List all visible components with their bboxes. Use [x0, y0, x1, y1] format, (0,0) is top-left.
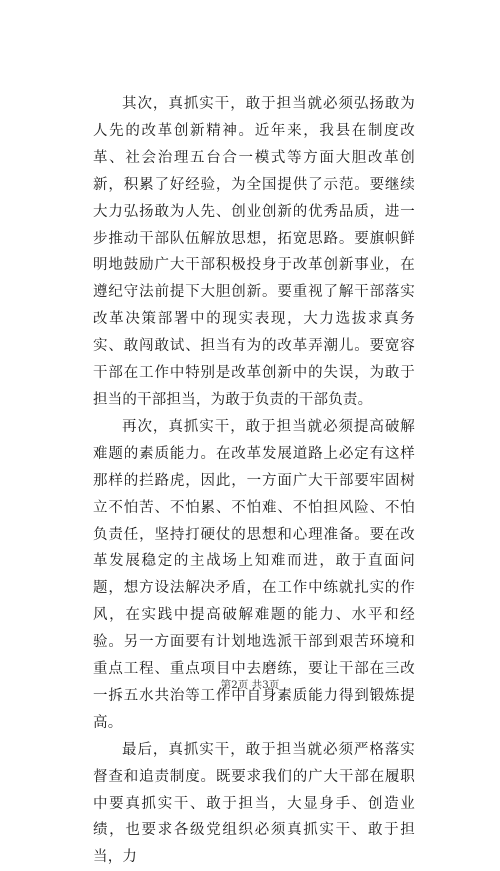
- paragraph-3: 最后，真抓实干，敢于担当就必须严格落实督查和追责制度。既要求我们的广大干部在履职中要真抓实干、敢于担当，大显身手、创造业绩，也要求各级党组织必须真抓实干、敢于担当，力: [93, 741, 415, 866]
- page-number-footer: 第2页 共3页: [220, 679, 280, 691]
- document-body: [93, 91, 415, 871]
- paragraph-1: 其次，真抓实干，敢于担当就必须弘扬敢为人先的改革创新精神。近年来，我县在制度改革、社会治理五台合一模式等方面大胆改革创新，积累了好经验，为全国提供了示范。要继续大力弘扬敢为人先、创业创新的优秀品质，进一步推动干部队伍解放思想，拓宽思路。要旗帜鲜明地鼓励广大干部积极投身于改革创新事业，在遵纪守法前提下大胆创新。要重视了解干部落实改革决策部署中的现实表现，大力选拔求真务实、敢闯敢试、担当有为的改革弄潮儿。要宽容干部在工作中特别是改革创新中的失误，为敢于担当的干部担当，为敢于负责的干部负责。: [93, 96, 415, 408]
- paragraph-2: 再次，真抓实干，敢于担当就必须提高破解难题的素质能力。在改革发展道路上必定有这样那样的拦路虎，因此，一方面广大干部要牢固树立不怕苦、不怕累、不怕难、不怕担风险、不怕负责任，坚持打硬仗的思想和心理准备。要在改革发展稳定的主战场上知难而进，敢于直面问题，想方设法解决矛盾，在工作中练就扎实的作风，在实践中提高破解难题的能力、水平和经验。另一方面要有计划地选派干部到艰苦环境和重点工程、重点项目中去磨练，要让干部在三改一拆五水共治等工作中自身素质能力得到锻炼提高。: [93, 418, 415, 731]
